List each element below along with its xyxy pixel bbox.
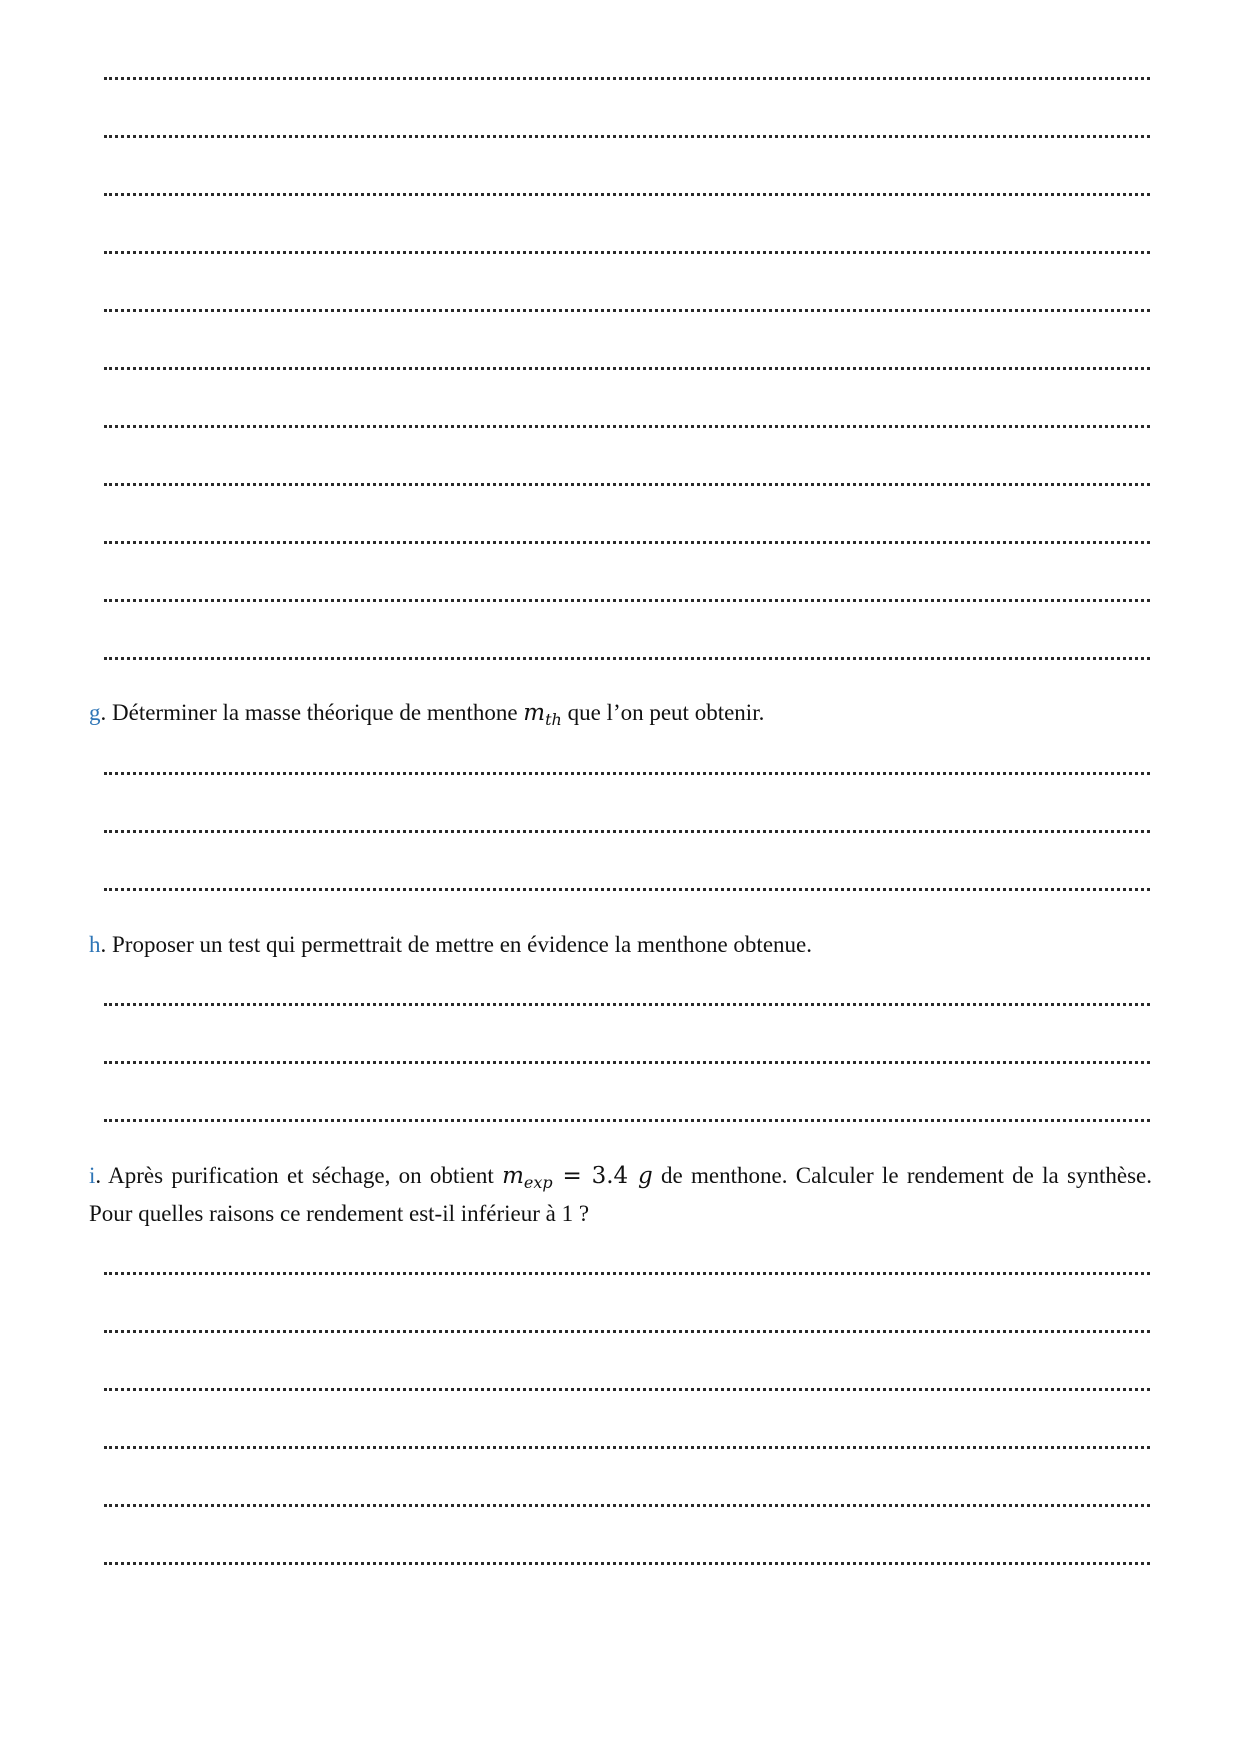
- answer-line[interactable]: [104, 425, 1150, 428]
- answer-line[interactable]: [104, 309, 1150, 312]
- math-equality: = 3.4: [552, 1163, 639, 1189]
- answer-line[interactable]: [104, 657, 1150, 660]
- math-subscript: th: [545, 710, 562, 729]
- question-letter-sep: .: [100, 700, 107, 725]
- answer-line[interactable]: [104, 251, 1150, 254]
- question-letter: h: [89, 932, 101, 957]
- math-variable: m: [523, 700, 546, 726]
- question-text-part: de menthone. Calculer le rendement de la synthèse. Pour quelles raisons ce rendement est-il inférieur à 1 ?: [89, 1163, 1152, 1226]
- answer-line[interactable]: [104, 541, 1150, 544]
- question-letter: g: [89, 700, 101, 725]
- question-text-part: Déterminer la masse théorique de menthone: [106, 700, 524, 725]
- math-subscript: exp: [523, 1173, 553, 1192]
- answer-line[interactable]: [104, 1504, 1150, 1507]
- question-letter-sep: .: [95, 1163, 102, 1188]
- answer-line[interactable]: [104, 1003, 1150, 1006]
- answer-line[interactable]: [104, 1061, 1150, 1064]
- answer-line[interactable]: [104, 367, 1150, 370]
- question-text-part: que l’on peut obtenir.: [561, 700, 765, 725]
- answer-line[interactable]: [104, 1388, 1150, 1391]
- question-h: [89, 926, 1152, 963]
- question-letter: i: [89, 1163, 96, 1188]
- answer-line[interactable]: [104, 772, 1150, 775]
- question-letter-sep: .: [100, 932, 107, 957]
- math-expression-m-exp: [502, 1163, 653, 1192]
- answer-line[interactable]: [104, 135, 1150, 138]
- answer-line[interactable]: [104, 77, 1150, 80]
- math-variable: m: [502, 1163, 524, 1189]
- answer-line[interactable]: [104, 1272, 1150, 1275]
- answer-line[interactable]: [104, 888, 1150, 891]
- answer-line[interactable]: [104, 1446, 1150, 1449]
- question-i: [89, 1157, 1152, 1232]
- answer-line[interactable]: [104, 193, 1150, 196]
- math-expression-m-th: [523, 700, 562, 729]
- answer-line[interactable]: [104, 483, 1150, 486]
- question-g: [89, 694, 1152, 732]
- answer-line[interactable]: [104, 599, 1150, 602]
- answer-line[interactable]: [104, 1119, 1150, 1122]
- question-text: Proposer un test qui permettrait de mettre en évidence la menthone obtenue.: [106, 932, 812, 957]
- answer-line[interactable]: [104, 830, 1150, 833]
- answer-line[interactable]: [104, 1562, 1150, 1565]
- math-unit: g: [638, 1163, 653, 1189]
- answer-line[interactable]: [104, 1330, 1150, 1333]
- question-text-part: Après purification et séchage, on obtient: [101, 1163, 503, 1188]
